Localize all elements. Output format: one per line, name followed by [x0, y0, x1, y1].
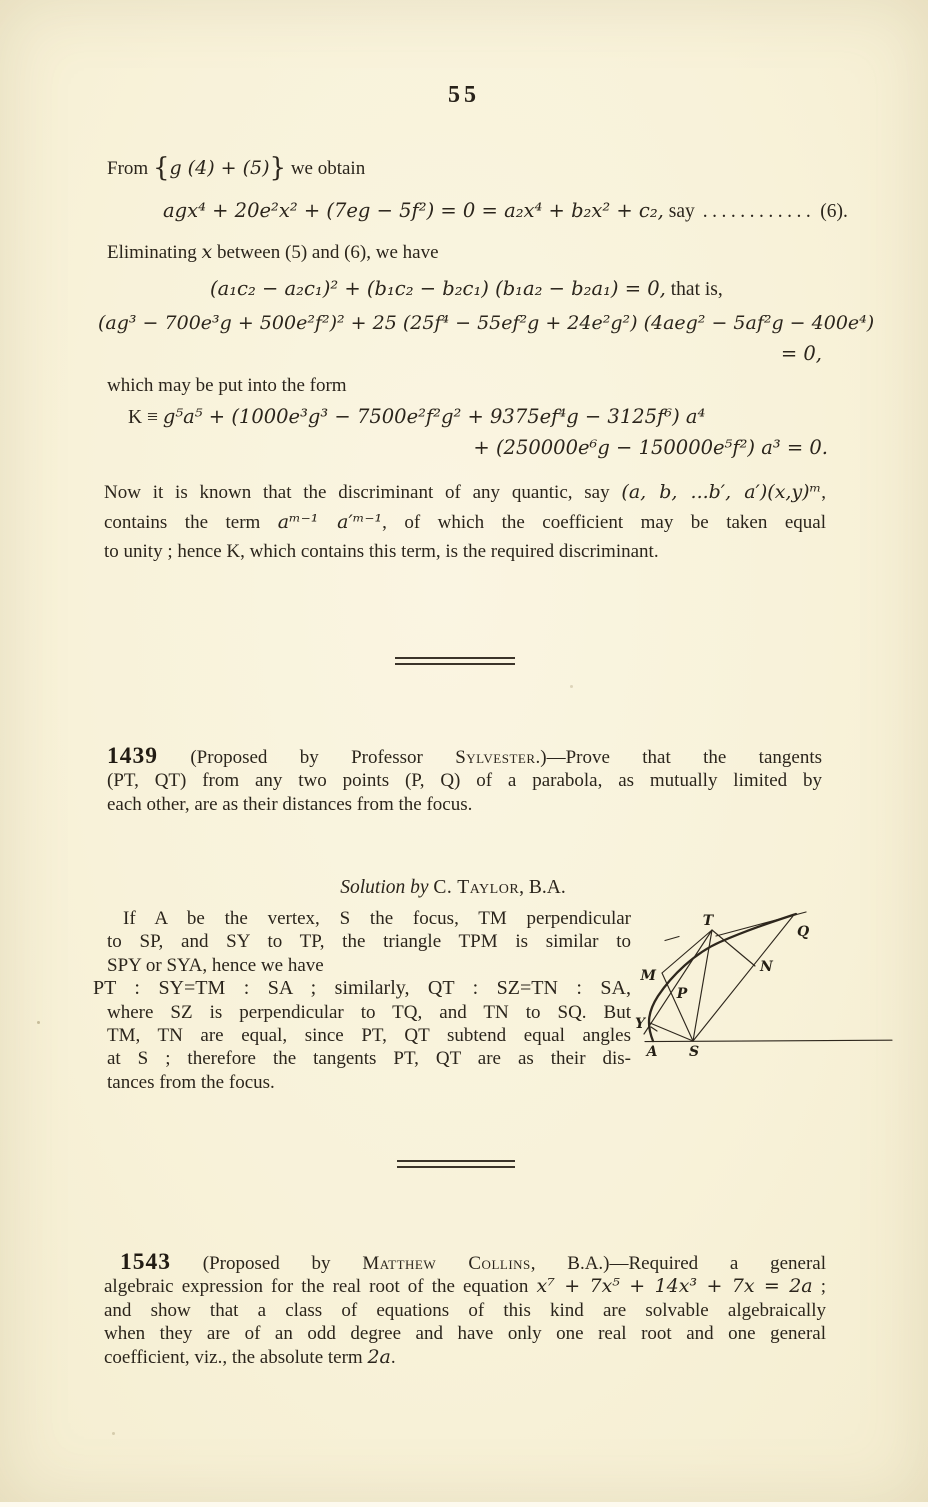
discriminant-note-line1 [104, 478, 826, 508]
figure-label-Y: Y [635, 1016, 645, 1032]
problem-1543-line1 [104, 1251, 826, 1275]
page-bottom-edge [0, 1502, 928, 1507]
problem-1439 [107, 745, 822, 816]
intro-post: we obtain [286, 158, 366, 179]
section-divider-2 [397, 1160, 515, 1168]
equation-6 [163, 199, 848, 223]
problem-1543-equation: x⁷ + 7x⁵ + 14x³ + 7x = 2a [536, 1275, 813, 1298]
eliminating-line [107, 241, 439, 264]
equation-6-ref: (6). [820, 201, 848, 222]
problem-1543-l5-pre: coefficient, viz., the absolute term [104, 1346, 368, 1368]
elimination-equation [210, 277, 723, 301]
problem-1543-number: 1543 [120, 1249, 171, 1275]
eliminating-pre: Eliminating [107, 242, 202, 263]
solution-line-2: to SP, and SY to TP, the triangle TPM is similar to [107, 931, 631, 953]
problem-1439-line3: each other, are as their distances from the focus. [107, 793, 473, 815]
problem-1439-line1 [107, 745, 822, 769]
intro-pre: From [107, 158, 153, 179]
figure-label-M: M [640, 968, 656, 984]
problem-1543-l5-tail: . [390, 1346, 396, 1368]
problem-1543-line2 [104, 1275, 826, 1298]
intro-math: g (4) + (5) [169, 157, 270, 179]
expanded-equation-line1: (ag³ − 700e³g + 500e²f²)² + 25 (25f⁴ − 55ef²g + 24e²g²) (4aeg² − 5af²g − 400e⁴) [98, 312, 875, 334]
problem-1543-l2-pre: algebraic expression for the real root of the equation [104, 1276, 537, 1298]
paper-speck [570, 685, 573, 688]
eliminating-var: x [201, 241, 213, 263]
solution-ratio-line: PT : SY=TM : SA ; similarly, QT : SZ=TN : SA, [93, 977, 631, 1000]
problem-1543-line3: and show that a class of equations of this kind are solvable algebraically [104, 1299, 826, 1321]
solution-line-7: at S ; therefore the tangents PT, QT are as their dis- [107, 1048, 631, 1070]
figure-line-TS [693, 930, 712, 1041]
elimination-equation-tail: that is, [665, 279, 723, 300]
problem-1543-l1-post: , B.A.)—Required a general [530, 1253, 826, 1274]
form-intro-line: which may be put into the form [107, 375, 347, 396]
note-l2-pre: contains the term [104, 511, 278, 533]
problem-1439-l1-post: .)—Prove that the tangents [535, 747, 822, 768]
figure-baseline [645, 1040, 892, 1041]
intro-line [107, 153, 366, 183]
k-equation-line1 [128, 405, 705, 429]
figure-label-Q: Q [797, 924, 810, 940]
note-l1-pre: Now it is known that the discriminant of any quantic, say [104, 482, 622, 503]
equation-6-say: say [663, 201, 695, 222]
note-l1-math: (a, b, ...b′, a′)(x,y)ᵐ [621, 481, 822, 503]
eliminating-post: between (5) and (6), we have [212, 242, 439, 263]
solver-degree: , B.A. [519, 877, 566, 898]
k-equation-line2: + (250000e⁶g − 150000e⁵f²) a³ = 0. [473, 436, 828, 459]
figure-label-T: T [702, 913, 714, 929]
k-equation-body: g⁵a⁵ + (1000e³g³ − 7500e²f²g² + 9375ef⁴g − 3125f⁶) a⁴ [162, 405, 706, 428]
solution-line-1: If A be the vertex, S the focus, TM perpendicular [123, 908, 631, 929]
close-brace: } [269, 153, 287, 183]
solution-by-text: Solution by [340, 877, 434, 898]
solution-line-5: where SZ is perpendicular to TQ, and TN to SQ. But [107, 1001, 631, 1023]
elimination-equation-math: (a₁c₂ − a₂c₁)² + (b₁c₂ − b₂c₁) (b₁a₂ − b₂a₁) = 0, [210, 277, 666, 300]
note-l2-tail: , of which the coefficient may be taken equal [382, 511, 826, 533]
solution-line-8: tances from the focus. [107, 1071, 275, 1093]
proposer-name-collins: Matthew Collins [362, 1253, 531, 1274]
figure-parabola-curve [649, 914, 796, 1041]
expanded-equation-line2: = 0, [780, 342, 822, 365]
solution-line-3: SPY or SYA, hence we have [107, 954, 324, 976]
problem-1439-number: 1439 [107, 743, 158, 769]
paper-speck [37, 1021, 40, 1024]
paper-speck [112, 1432, 115, 1435]
equation-6-math: agx⁴ + 20e²x² + (7eg − 5f²) = 0 = a₂x⁴ + b₂x² + c₂, [163, 199, 664, 222]
solution-heading [107, 876, 799, 899]
dotted-leader: ............ [702, 201, 816, 222]
figure-tangent-Q [716, 912, 806, 936]
figure-right-angle-tick [651, 1027, 657, 1031]
section-divider-1 [395, 657, 515, 665]
problem-1543-l2-tail: ; [812, 1276, 826, 1298]
problem-1543-l5-math: 2a [367, 1345, 391, 1368]
solution-line-6: TM, TN are equal, since PT, QT subtend equal angles [107, 1025, 631, 1047]
figure-label-A: A [646, 1044, 658, 1058]
page-number: 55 [448, 82, 480, 108]
solution-paragraph [93, 907, 631, 1094]
figure-line-SQ [693, 916, 793, 1041]
figure-label-S: S [688, 1044, 700, 1058]
problem-1543 [104, 1251, 826, 1369]
open-brace: { [152, 153, 170, 183]
note-l2-math: aᵐ⁻¹ a′ᵐ⁻¹ [277, 510, 383, 533]
note-l1-tail: , [821, 482, 826, 503]
discriminant-note-line3: to unity ; hence K, which contains this term, is the required discriminant. [104, 541, 659, 562]
figure-tangent-extension-dash [665, 937, 679, 941]
solver-name-taylor: C. Taylor [433, 877, 520, 898]
discriminant-note [104, 478, 826, 567]
problem-1543-l1-pre: (Proposed by [171, 1253, 363, 1274]
problem-1543-line4: when they are of an odd degree and have only one real root and one general [104, 1323, 826, 1345]
problem-1439-l1-pre: (Proposed by Professor [158, 747, 456, 768]
problem-1543-line5 [104, 1346, 826, 1369]
proposer-name-sylvester: Sylvester [455, 747, 536, 768]
parabola-figure [634, 906, 900, 1058]
discriminant-note-line2 [104, 508, 826, 538]
k-symbol: K [128, 407, 147, 428]
figure-label-N: N [760, 959, 773, 975]
figure-label-P: P [676, 986, 688, 1002]
problem-1439-line2: (PT, QT) from any two points (P, Q) of a parabola, as mutually limited by [107, 770, 822, 792]
identical-to-sign: ≡ [146, 407, 163, 428]
